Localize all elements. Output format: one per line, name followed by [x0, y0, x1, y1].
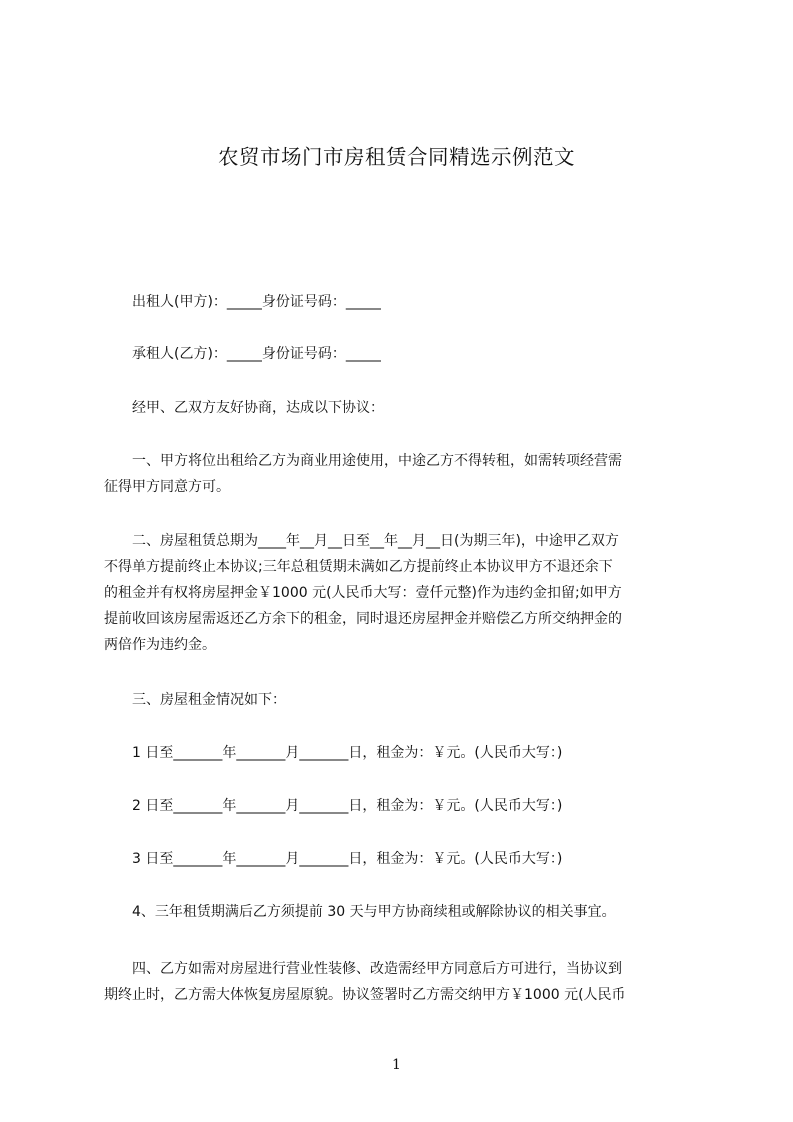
text-line: 提前收回该房屋需返还乙方余下的租金，同时退还房屋押金并赔偿乙方所交纳押金的: [104, 611, 622, 627]
text-line: 经甲、乙双方友好协商，达成以下协议：: [104, 400, 384, 416]
text-line: 两倍作为违约金。: [104, 637, 216, 653]
text-line: 3 日至_______年_______月_______日，租金为：￥元。(人民币大写：): [104, 851, 563, 867]
text-line: 四、乙方如需对房屋进行营业性装修、改造需经甲方同意后方可进行，当协议到: [104, 961, 622, 977]
text-line: 一、甲方将位出租给乙方为商业用途使用，中途乙方不得转租，如需转项经营需: [104, 453, 622, 469]
clause-four: [104, 956, 700, 1008]
page-number: 1: [392, 1057, 401, 1073]
clause-two: [104, 528, 700, 658]
rent-item-4: [104, 899, 700, 925]
text-line: 4、三年租赁期满后乙方须提前 30 天与甲方协商续租或解除协议的相关事宜。: [104, 904, 616, 920]
rent-item-1: [104, 740, 700, 766]
text-line: 承租人(乙方)：_____身份证号码：_____: [104, 346, 381, 362]
text-line: 2 日至_______年_______月_______日，租金为：￥元。(人民币大写：): [104, 798, 563, 814]
text-line: 不得单方提前终止本协议;三年总租赁期未满如乙方提前终止本协议甲方不退还余下: [104, 559, 613, 575]
lessor-line: [104, 289, 700, 315]
agreement-intro: [104, 395, 700, 421]
text-line: 的租金并有权将房屋押金￥1000 元(人民币大写：壹仟元整)作为违约金扣留;如甲方: [104, 585, 622, 601]
text-line: 期终止时，乙方需大体恢复房屋原貌。协议签署时乙方需交纳甲方￥1000 元(人民币: [104, 987, 626, 1003]
clause-one: [104, 448, 700, 500]
clause-three: [104, 687, 700, 713]
text-line: 征得甲方同意方可。: [104, 479, 230, 495]
rent-item-2: [104, 793, 700, 819]
text-line: 出租人(甲方)：_____身份证号码：_____: [104, 294, 381, 310]
document-title: 农贸市场门市房租赁合同精选示例范文: [218, 145, 575, 169]
lessee-line: [104, 341, 700, 367]
rent-item-3: [104, 846, 700, 872]
text-line: 三、房屋租金情况如下：: [104, 692, 286, 708]
text-line: 1 日至_______年_______月_______日，租金为：￥元。(人民币大写：): [104, 745, 563, 761]
text-line: 二、房屋租赁总期为____年__月__日至__年__月__日(为期三年)，中途甲乙双方: [104, 533, 619, 549]
